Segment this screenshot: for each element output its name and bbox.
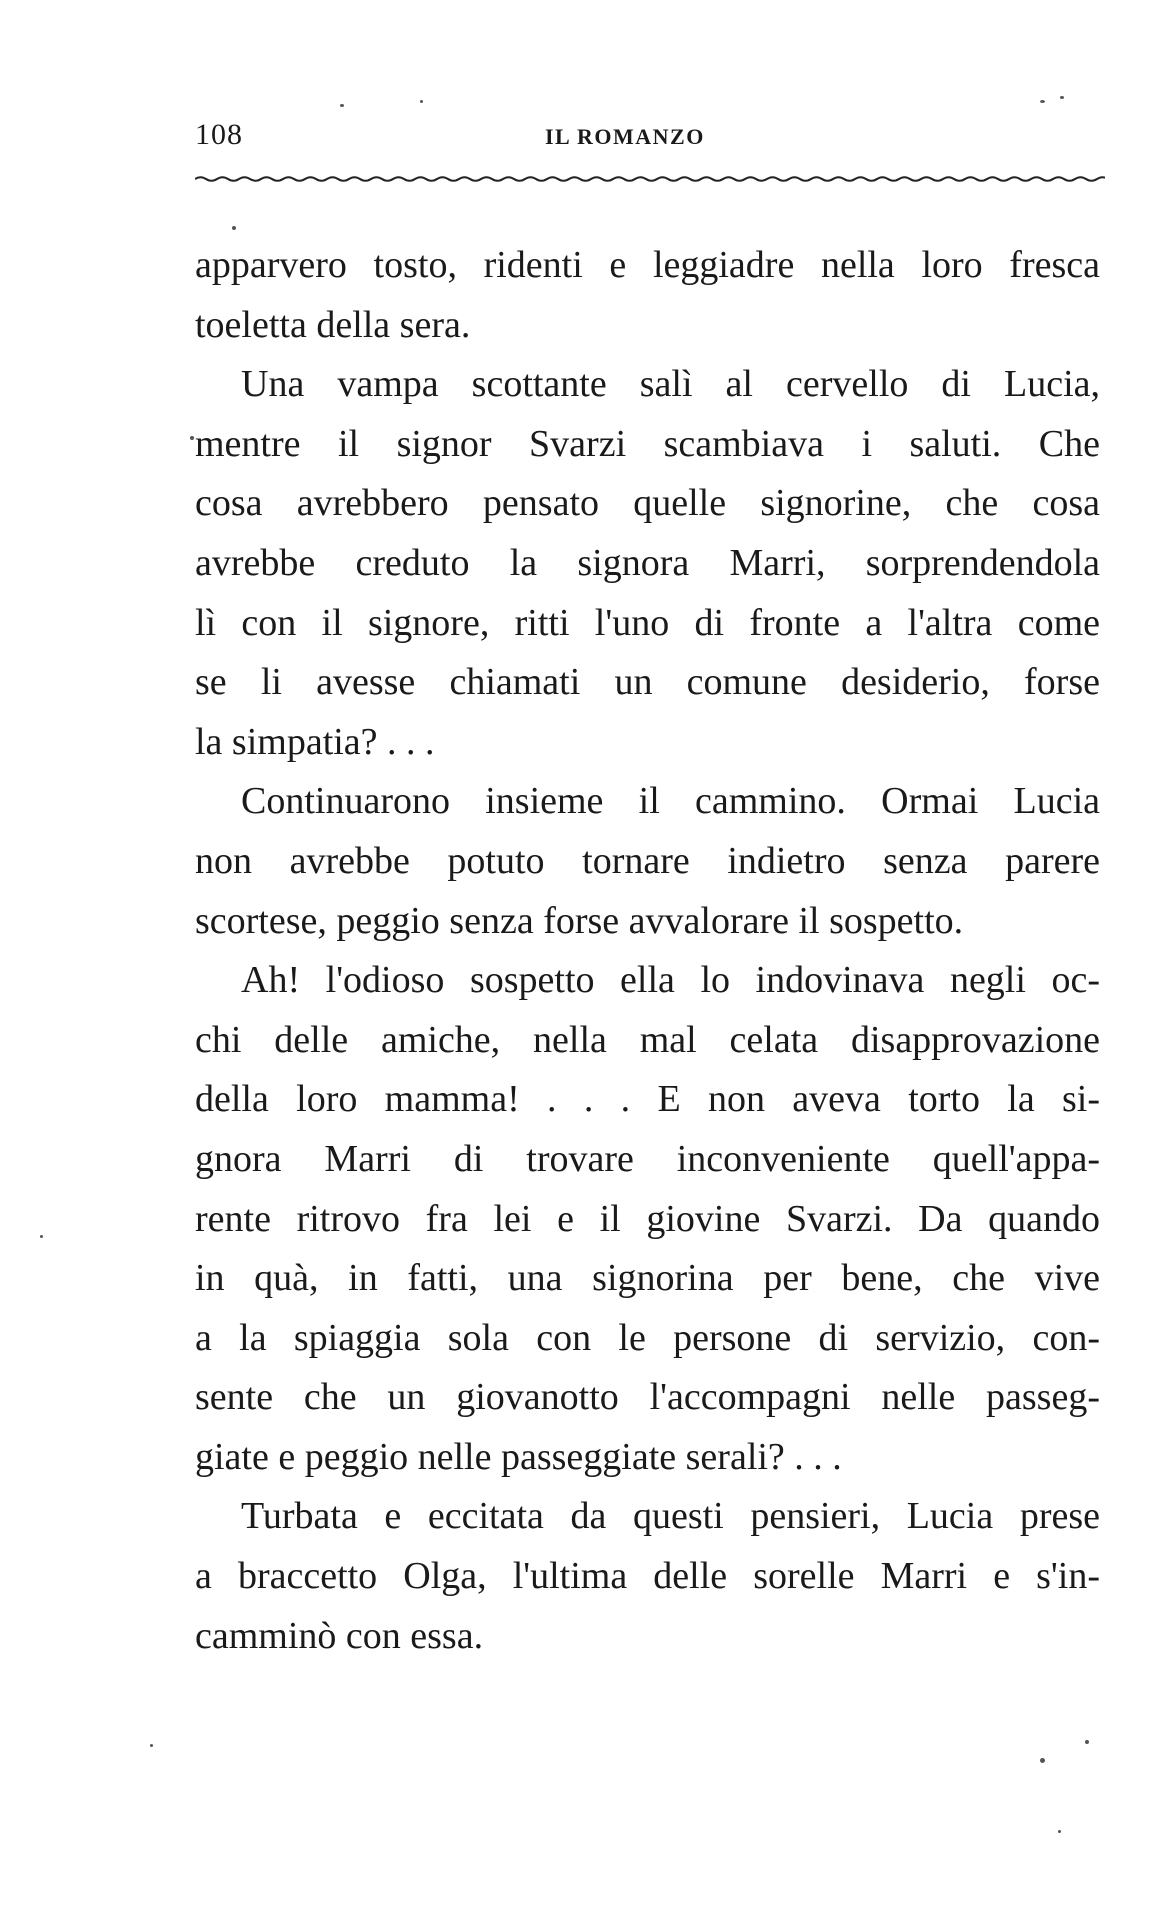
text-line: lì con il signore, ritti l'uno di fronte a l'altra come xyxy=(195,601,1100,644)
print-speck xyxy=(1040,100,1045,103)
print-speck xyxy=(1060,96,1064,99)
text-line: toeletta della sera. xyxy=(195,303,471,346)
print-speck xyxy=(232,226,236,230)
text-line: avrebbe creduto la signora Marri, sorprendendola xyxy=(195,541,1100,584)
text-line: Ah! l'odioso sospetto ella lo indovinava negli oc- xyxy=(241,959,1100,1002)
text-line: scortese, peggio senza forse avvalorare il sospetto. xyxy=(195,899,964,942)
text-line: mentre il signor Svarzi scambiava i saluti. Che xyxy=(195,422,1100,465)
print-speck xyxy=(1058,1830,1061,1833)
text-line: sente che un giovanotto l'accompagni nelle passeg- xyxy=(195,1376,1100,1419)
wavy-rule-line xyxy=(195,177,1105,181)
text-line: rente ritrovo fra lei e il giovine Svarzi. Da quando xyxy=(195,1197,1100,1240)
text-line: camminò con essa. xyxy=(195,1614,484,1657)
print-speck xyxy=(150,1744,153,1747)
text-line: gnora Marri di trovare inconveniente quell'appa- xyxy=(195,1137,1100,1180)
text-line: non avrebbe potuto tornare indietro senza parere xyxy=(195,839,1100,882)
text-body xyxy=(195,236,1100,1666)
print-speck xyxy=(420,100,423,103)
print-speck xyxy=(190,436,194,440)
text-line: la simpatia? . . . xyxy=(195,720,435,763)
text-line: Turbata e eccitata da questi pensieri, Lucia prese xyxy=(241,1495,1100,1538)
text-line: cosa avrebbero pensato quelle signorine, che cosa xyxy=(195,482,1100,525)
text-line: a braccetto Olga, l'ultima delle sorelle Marri e s'in- xyxy=(195,1555,1100,1598)
text-line: se li avesse chiamati un comune desiderio, forse xyxy=(195,661,1100,704)
page-header xyxy=(195,118,1105,158)
text-line: della loro mamma! . . . E non aveva torto la si- xyxy=(195,1078,1100,1121)
wavy-rule xyxy=(195,172,1105,186)
text-line: Una vampa scottante salì al cervello di Lucia, xyxy=(241,363,1100,406)
text-line: chi delle amiche, nella mal celata disapprovazione xyxy=(195,1018,1100,1061)
text-line: a la spiaggia sola con le persone di servizio, con- xyxy=(195,1316,1100,1359)
text-line: in quà, in fatti, una signorina per bene, che vive xyxy=(195,1257,1100,1300)
print-speck xyxy=(340,104,344,107)
print-speck xyxy=(40,1235,43,1238)
text-line: apparvero tosto, ridenti e leggiadre nella loro fresca xyxy=(195,244,1100,286)
text-line: Continuarono insieme il cammino. Ormai Lucia xyxy=(241,780,1100,823)
text-line: giate e peggio nelle passeggiate serali? . . . xyxy=(195,1435,842,1478)
print-speck xyxy=(1040,1758,1045,1763)
page-number: 108 xyxy=(195,118,243,151)
print-speck xyxy=(1085,1740,1089,1744)
running-title: IL ROMANZO xyxy=(545,124,705,149)
